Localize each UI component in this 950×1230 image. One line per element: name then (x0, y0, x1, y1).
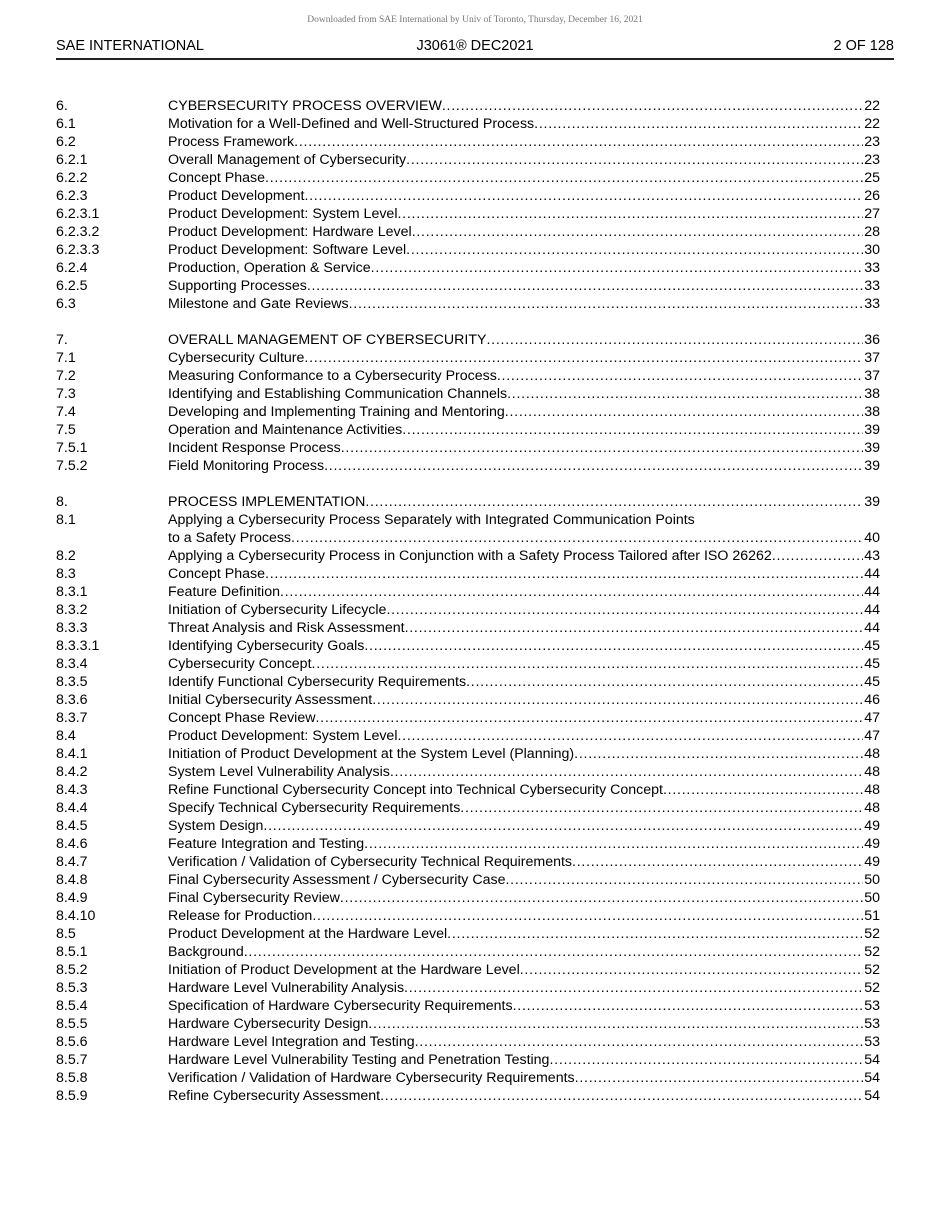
toc-entry-number: 6.2.3 (56, 188, 88, 204)
toc-entry[interactable] (56, 1069, 880, 1087)
toc-entry[interactable] (56, 601, 880, 619)
toc-entry-title: Cybersecurity Culture (168, 350, 305, 366)
toc-entry-page: 40 (864, 530, 880, 546)
toc-entry-number: 8.3.5 (56, 674, 88, 690)
dot-leader (349, 295, 864, 313)
dot-leader (365, 493, 863, 511)
toc-entry[interactable] (56, 493, 880, 511)
toc-entry-title: Applying a Cybersecurity Process in Conjunction with a Safety Process Tailored after ISO 26262 (168, 548, 772, 564)
toc-entry-number: 8.4.7 (56, 854, 88, 870)
toc-entry-number: 8.4.8 (56, 872, 88, 888)
toc-entry-title: Refine Functional Cybersecurity Concept into Technical Cybersecurity Concept (168, 782, 663, 798)
toc-entry[interactable] (56, 1033, 880, 1051)
toc-entry-page: 52 (864, 926, 880, 942)
toc-entry-page: 39 (864, 422, 880, 438)
toc-entry-page: 51 (864, 908, 880, 924)
toc-entry[interactable] (56, 817, 880, 835)
toc-entry-title: Cybersecurity Concept (168, 656, 312, 672)
dot-leader (364, 835, 863, 853)
toc-entry-number: 8. (56, 494, 68, 510)
toc-entry-page: 39 (864, 494, 880, 510)
toc-entry-page: 38 (864, 386, 880, 402)
toc-entry[interactable] (56, 853, 880, 871)
toc-entry-number: 8.5.1 (56, 944, 88, 960)
toc-entry-title: Hardware Cybersecurity Design (168, 1016, 369, 1032)
toc-entry-title: Hardware Level Vulnerability Analysis (168, 980, 405, 996)
toc-entry[interactable] (56, 97, 880, 115)
dot-leader (549, 1051, 863, 1069)
toc-entry-page: 48 (864, 800, 880, 816)
dot-leader (772, 547, 863, 565)
toc-entry-title: Overall Management of Cybersecurity (168, 152, 407, 168)
dot-leader (466, 673, 863, 691)
toc-entry-page: 33 (864, 296, 880, 312)
toc-entry-number: 7.1 (56, 350, 76, 366)
toc-entry-number: 8.3 (56, 566, 76, 582)
dot-leader (397, 727, 863, 745)
toc-entry[interactable] (56, 511, 880, 529)
toc-entry-number: 8.3.4 (56, 656, 88, 672)
toc-entry[interactable] (56, 763, 880, 781)
toc-entry-page: 49 (864, 836, 880, 852)
toc-entry-title: Initiation of Product Development at the Hardware Level (168, 962, 520, 978)
dot-leader (663, 781, 863, 799)
toc-entry-number: 8.4.3 (56, 782, 88, 798)
toc-entry-number: 8.4.6 (56, 836, 88, 852)
toc-entry-title: Release for Production (168, 908, 313, 924)
dot-leader (265, 169, 863, 187)
header-page-number: 2 OF 128 (833, 38, 894, 54)
dot-leader (364, 637, 863, 655)
dot-leader (312, 655, 864, 673)
toc-entry-title: Verification / Validation of Cybersecurity Technical Requirements (168, 854, 573, 870)
toc-entry-page: 47 (864, 710, 880, 726)
toc-entry-page: 53 (864, 998, 880, 1014)
toc-entry-title: Incident Response Process (168, 440, 341, 456)
toc-entry-page: 33 (864, 278, 880, 294)
toc-entry-page: 28 (864, 224, 880, 240)
toc-entry-title: Process Framework (168, 134, 295, 150)
dot-leader (380, 1087, 863, 1105)
toc-entry-page: 48 (864, 746, 880, 762)
toc-entry-title: Product Development at the Hardware Level (168, 926, 448, 942)
toc-entry-number: 6.2.5 (56, 278, 88, 294)
dot-leader (307, 277, 863, 295)
dot-leader (265, 565, 863, 583)
dot-leader (294, 133, 863, 151)
toc-entry-title: Developing and Implementing Training and Mentoring (168, 404, 505, 420)
dot-leader (572, 853, 863, 871)
toc-entry-title: Field Monitoring Process (168, 458, 325, 474)
dot-leader (405, 619, 864, 637)
toc-entry[interactable] (56, 151, 880, 169)
toc-entry-page: 30 (864, 242, 880, 258)
toc-section (56, 97, 880, 313)
toc-entry-page: 37 (864, 350, 880, 366)
dot-leader (404, 979, 863, 997)
toc-entry-title: PROCESS IMPLEMENTATION (168, 494, 366, 510)
toc-entry-page: 23 (864, 152, 880, 168)
toc-entry-title: Motivation for a Well-Defined and Well-Structured Process (168, 116, 535, 132)
toc-entry-page: 54 (864, 1052, 880, 1068)
toc-entry-page: 49 (864, 854, 880, 870)
toc-entry-number: 6.2.3.2 (56, 224, 100, 240)
toc-entry[interactable] (56, 169, 880, 187)
toc-entry-title: Threat Analysis and Risk Assessment (168, 620, 405, 636)
toc-entry[interactable] (56, 709, 880, 727)
dot-leader (507, 385, 863, 403)
toc-entry-page: 37 (864, 368, 880, 384)
toc-entry-number: 8.5.6 (56, 1034, 88, 1050)
toc-entry[interactable] (56, 997, 880, 1015)
dot-leader (280, 583, 863, 601)
toc-entry[interactable] (56, 925, 880, 943)
dot-leader (324, 457, 863, 475)
dot-leader (402, 421, 863, 439)
toc-entry-number: 8.4.10 (56, 908, 96, 924)
toc-entry-page: 45 (864, 656, 880, 672)
toc-entry-title: CYBERSECURITY PROCESS OVERVIEW (168, 98, 442, 114)
dot-leader (412, 223, 864, 241)
toc-entry-title: Milestone and Gate Reviews (168, 296, 349, 312)
download-notice: Downloaded from SAE International by Univ of Toronto, Thursday, December 16, 2021 (307, 15, 643, 25)
toc-entry-page: 27 (864, 206, 880, 222)
toc-entry-page: 43 (864, 548, 880, 564)
toc-entry-page: 39 (864, 458, 880, 474)
toc-entry-number: 6.3 (56, 296, 76, 312)
toc-entry-page: 44 (864, 584, 880, 600)
dot-leader (460, 799, 863, 817)
toc-entry-title: Initiation of Product Development at the System Level (Planning) (168, 746, 575, 762)
toc-entry[interactable] (56, 655, 880, 673)
toc-entry-title: Verification / Validation of Hardware Cybersecurity Requirements (168, 1070, 575, 1086)
table-of-contents (56, 97, 880, 1123)
toc-entry-title: Specify Technical Cybersecurity Requirements (168, 800, 461, 816)
toc-entry-number: 6.2 (56, 134, 76, 150)
toc-entry-page: 36 (864, 332, 880, 348)
toc-entry-page: 52 (864, 944, 880, 960)
toc-entry[interactable] (56, 385, 880, 403)
toc-entry-page: 44 (864, 620, 880, 636)
dot-leader (497, 367, 863, 385)
toc-entry-number: 6. (56, 98, 68, 114)
toc-entry-page: 46 (864, 692, 880, 708)
toc-entry-number: 8.5.3 (56, 980, 88, 996)
toc-entry-title: Measuring Conformance to a Cybersecurity Process (168, 368, 497, 384)
dot-leader (304, 349, 863, 367)
toc-entry-page: 52 (864, 962, 880, 978)
dot-leader (263, 817, 863, 835)
toc-entry-title: Concept Phase (168, 566, 266, 582)
toc-entry-number: 8.5.9 (56, 1088, 88, 1104)
toc-entry[interactable] (56, 1015, 880, 1033)
toc-entry-number: 7.5.1 (56, 440, 88, 456)
toc-section (56, 493, 880, 1105)
dot-leader (390, 763, 863, 781)
toc-entry-number: 8.3.1 (56, 584, 88, 600)
toc-entry[interactable] (56, 583, 880, 601)
dot-leader (341, 439, 864, 457)
dot-leader (291, 529, 863, 547)
toc-entry[interactable] (56, 691, 880, 709)
dot-leader (315, 709, 863, 727)
toc-entry-title: Specification of Hardware Cybersecurity Requirements (168, 998, 513, 1014)
header-document-id: J3061® DEC2021 (416, 38, 534, 54)
toc-entry-page: 54 (864, 1088, 880, 1104)
toc-entry-title: Production, Operation & Service (168, 260, 371, 276)
dot-leader (520, 961, 863, 979)
dot-leader (368, 1015, 863, 1033)
dot-leader (371, 259, 864, 277)
toc-entry-number: 8.2 (56, 548, 76, 564)
toc-entry[interactable] (56, 241, 880, 259)
toc-entry-number (56, 529, 168, 547)
toc-entry[interactable] (56, 331, 880, 349)
header-publisher: SAE INTERNATIONAL (56, 38, 204, 54)
dot-leader (397, 205, 863, 223)
toc-section (56, 331, 880, 475)
toc-entry-page: 48 (864, 764, 880, 780)
toc-entry-number: 6.2.2 (56, 170, 88, 186)
toc-entry-number: 7.5.2 (56, 458, 88, 474)
toc-entry-page: 26 (864, 188, 880, 204)
toc-entry-number: 8.3.7 (56, 710, 88, 726)
toc-entry-title: Final Cybersecurity Review (168, 890, 340, 906)
toc-entry-number: 8.3.6 (56, 692, 88, 708)
dot-leader (575, 1069, 864, 1087)
toc-entry-page: 22 (864, 116, 880, 132)
toc-entry[interactable] (56, 673, 880, 691)
toc-entry-number: 8.4.4 (56, 800, 88, 816)
toc-entry-number: 8.4.2 (56, 764, 88, 780)
toc-entry[interactable] (56, 547, 880, 565)
dot-leader (304, 187, 863, 205)
dot-leader (447, 925, 863, 943)
toc-entry-page: 47 (864, 728, 880, 744)
toc-entry[interactable] (56, 781, 880, 799)
toc-entry[interactable] (56, 745, 880, 763)
toc-entry-title: Hardware Level Integration and Testing (168, 1034, 415, 1050)
toc-entry[interactable] (56, 889, 880, 907)
toc-entry-number: 8.3.2 (56, 602, 88, 618)
toc-entry[interactable] (56, 871, 880, 889)
toc-entry-page: 48 (864, 782, 880, 798)
toc-entry[interactable] (56, 115, 880, 133)
toc-entry-title: Identifying and Establishing Communication Channels (168, 386, 508, 402)
toc-entry-page: 39 (864, 440, 880, 456)
toc-entry[interactable] (56, 799, 880, 817)
toc-entry[interactable] (56, 565, 880, 583)
toc-entry-title: OVERALL MANAGEMENT OF CYBERSECURITY (168, 332, 487, 348)
toc-entry[interactable] (56, 907, 880, 925)
toc-entry-title: Concept Phase Review (168, 710, 316, 726)
toc-entry-number: 8.4.9 (56, 890, 88, 906)
toc-entry-page: 22 (864, 98, 880, 114)
toc-entry-page: 38 (864, 404, 880, 420)
toc-entry[interactable] (56, 403, 880, 421)
toc-entry-number: 7.3 (56, 386, 76, 402)
toc-entry-number: 8.5.8 (56, 1070, 88, 1086)
dot-leader (513, 997, 864, 1015)
toc-entry-title: to a Safety Process (168, 530, 292, 546)
toc-entry-page: 33 (864, 260, 880, 276)
toc-entry[interactable] (56, 1051, 880, 1069)
toc-entry-title: Product Development: Software Level (168, 242, 407, 258)
toc-entry-title: Background (168, 944, 244, 960)
toc-entry-page: 50 (864, 890, 880, 906)
dot-leader (534, 115, 863, 133)
toc-entry[interactable] (56, 457, 880, 475)
dot-leader (312, 907, 863, 925)
toc-entry-page: 44 (864, 602, 880, 618)
toc-entry-number: 8.3.3.1 (56, 638, 100, 654)
toc-entry-title: Operation and Maintenance Activities (168, 422, 403, 438)
toc-entry[interactable] (56, 223, 880, 241)
dot-leader (386, 601, 863, 619)
dot-leader (442, 97, 863, 115)
toc-entry-number: 6.2.4 (56, 260, 88, 276)
dot-leader (244, 943, 864, 961)
toc-entry-number: 8.4.1 (56, 746, 88, 762)
toc-entry[interactable] (56, 637, 880, 655)
toc-entry-number: 7.4 (56, 404, 76, 420)
toc-entry[interactable] (56, 133, 880, 151)
toc-entry-number: 8.5.5 (56, 1016, 88, 1032)
toc-entry-number: 8.4.5 (56, 818, 88, 834)
dot-leader (372, 691, 863, 709)
toc-entry[interactable] (56, 367, 880, 385)
toc-entry-title: Initiation of Cybersecurity Lifecycle (168, 602, 387, 618)
toc-entry-title: Product Development: System Level (168, 206, 398, 222)
toc-entry-page: 45 (864, 638, 880, 654)
toc-entry-title: Identify Functional Cybersecurity Requirements (168, 674, 467, 690)
dot-leader (505, 403, 863, 421)
toc-entry-title: Applying a Cybersecurity Process Separately with Integrated Communication Points (168, 512, 695, 528)
dot-leader (340, 889, 863, 907)
toc-entry-number: 8.5.7 (56, 1052, 88, 1068)
toc-entry[interactable] (56, 421, 880, 439)
toc-entry-title: Feature Definition (168, 584, 280, 600)
toc-entry[interactable] (56, 277, 880, 295)
toc-entry-page: 54 (864, 1070, 880, 1086)
toc-entry[interactable] (56, 979, 880, 997)
toc-entry-page: 53 (864, 1016, 880, 1032)
toc-entry-title: Product Development: System Level (168, 728, 398, 744)
dot-leader (415, 1033, 864, 1051)
toc-entry[interactable] (56, 259, 880, 277)
toc-entry-title: Product Development: Hardware Level (168, 224, 412, 240)
toc-entry[interactable] (56, 727, 880, 745)
toc-entry[interactable] (56, 1087, 880, 1105)
toc-entry-number: 8.1 (56, 512, 76, 528)
toc-entry-title: Hardware Level Vulnerability Testing and Penetration Testing (168, 1052, 550, 1068)
toc-entry[interactable] (56, 835, 880, 853)
toc-entry-number: 7. (56, 332, 68, 348)
toc-entry[interactable] (56, 619, 880, 637)
toc-entry-number: 8.5.4 (56, 998, 88, 1014)
toc-entry-title: System Level Vulnerability Analysis (168, 764, 390, 780)
toc-entry-number: 6.2.1 (56, 152, 88, 168)
dot-leader (406, 241, 863, 259)
toc-entry[interactable] (56, 529, 880, 547)
toc-entry-page: 53 (864, 1034, 880, 1050)
dot-leader (487, 331, 864, 349)
toc-entry-number: 8.5.2 (56, 962, 88, 978)
toc-entry[interactable] (56, 439, 880, 457)
toc-entry-page: 23 (864, 134, 880, 150)
toc-entry-number: 8.5 (56, 926, 76, 942)
dot-leader (406, 151, 863, 169)
toc-entry-number: 7.5 (56, 422, 76, 438)
toc-entry-title: Initial Cybersecurity Assessment (168, 692, 373, 708)
toc-entry-number: 7.2 (56, 368, 76, 384)
toc-entry-title: Final Cybersecurity Assessment / Cybersecurity Case (168, 872, 506, 888)
toc-entry[interactable] (56, 349, 880, 367)
toc-entry-title: Supporting Processes (168, 278, 307, 294)
header-rule (56, 58, 894, 60)
dot-leader (574, 745, 863, 763)
toc-entry-page: 50 (864, 872, 880, 888)
toc-entry-number: 6.2.3.3 (56, 242, 100, 258)
toc-entry-number: 8.3.3 (56, 620, 88, 636)
toc-entry[interactable] (56, 187, 880, 205)
toc-entry-title: Refine Cybersecurity Assessment (168, 1088, 381, 1104)
toc-entry-page: 25 (864, 170, 880, 186)
toc-entry-title: System Design (168, 818, 264, 834)
toc-entry-number: 8.4 (56, 728, 76, 744)
toc-entry[interactable] (56, 943, 880, 961)
toc-entry-page: 52 (864, 980, 880, 996)
toc-entry-title: Feature Integration and Testing (168, 836, 365, 852)
toc-entry[interactable] (56, 205, 880, 223)
toc-entry-number: 6.2.3.1 (56, 206, 100, 222)
toc-entry-title: Product Development (168, 188, 305, 204)
toc-entry-page: 44 (864, 566, 880, 582)
page-header (56, 38, 894, 58)
toc-entry-number: 6.1 (56, 116, 76, 132)
toc-entry-title: Concept Phase (168, 170, 266, 186)
toc-entry[interactable] (56, 295, 880, 313)
toc-entry-page: 45 (864, 674, 880, 690)
toc-entry-page: 49 (864, 818, 880, 834)
toc-entry[interactable] (56, 961, 880, 979)
toc-entry-title: Identifying Cybersecurity Goals (168, 638, 365, 654)
dot-leader (505, 871, 863, 889)
